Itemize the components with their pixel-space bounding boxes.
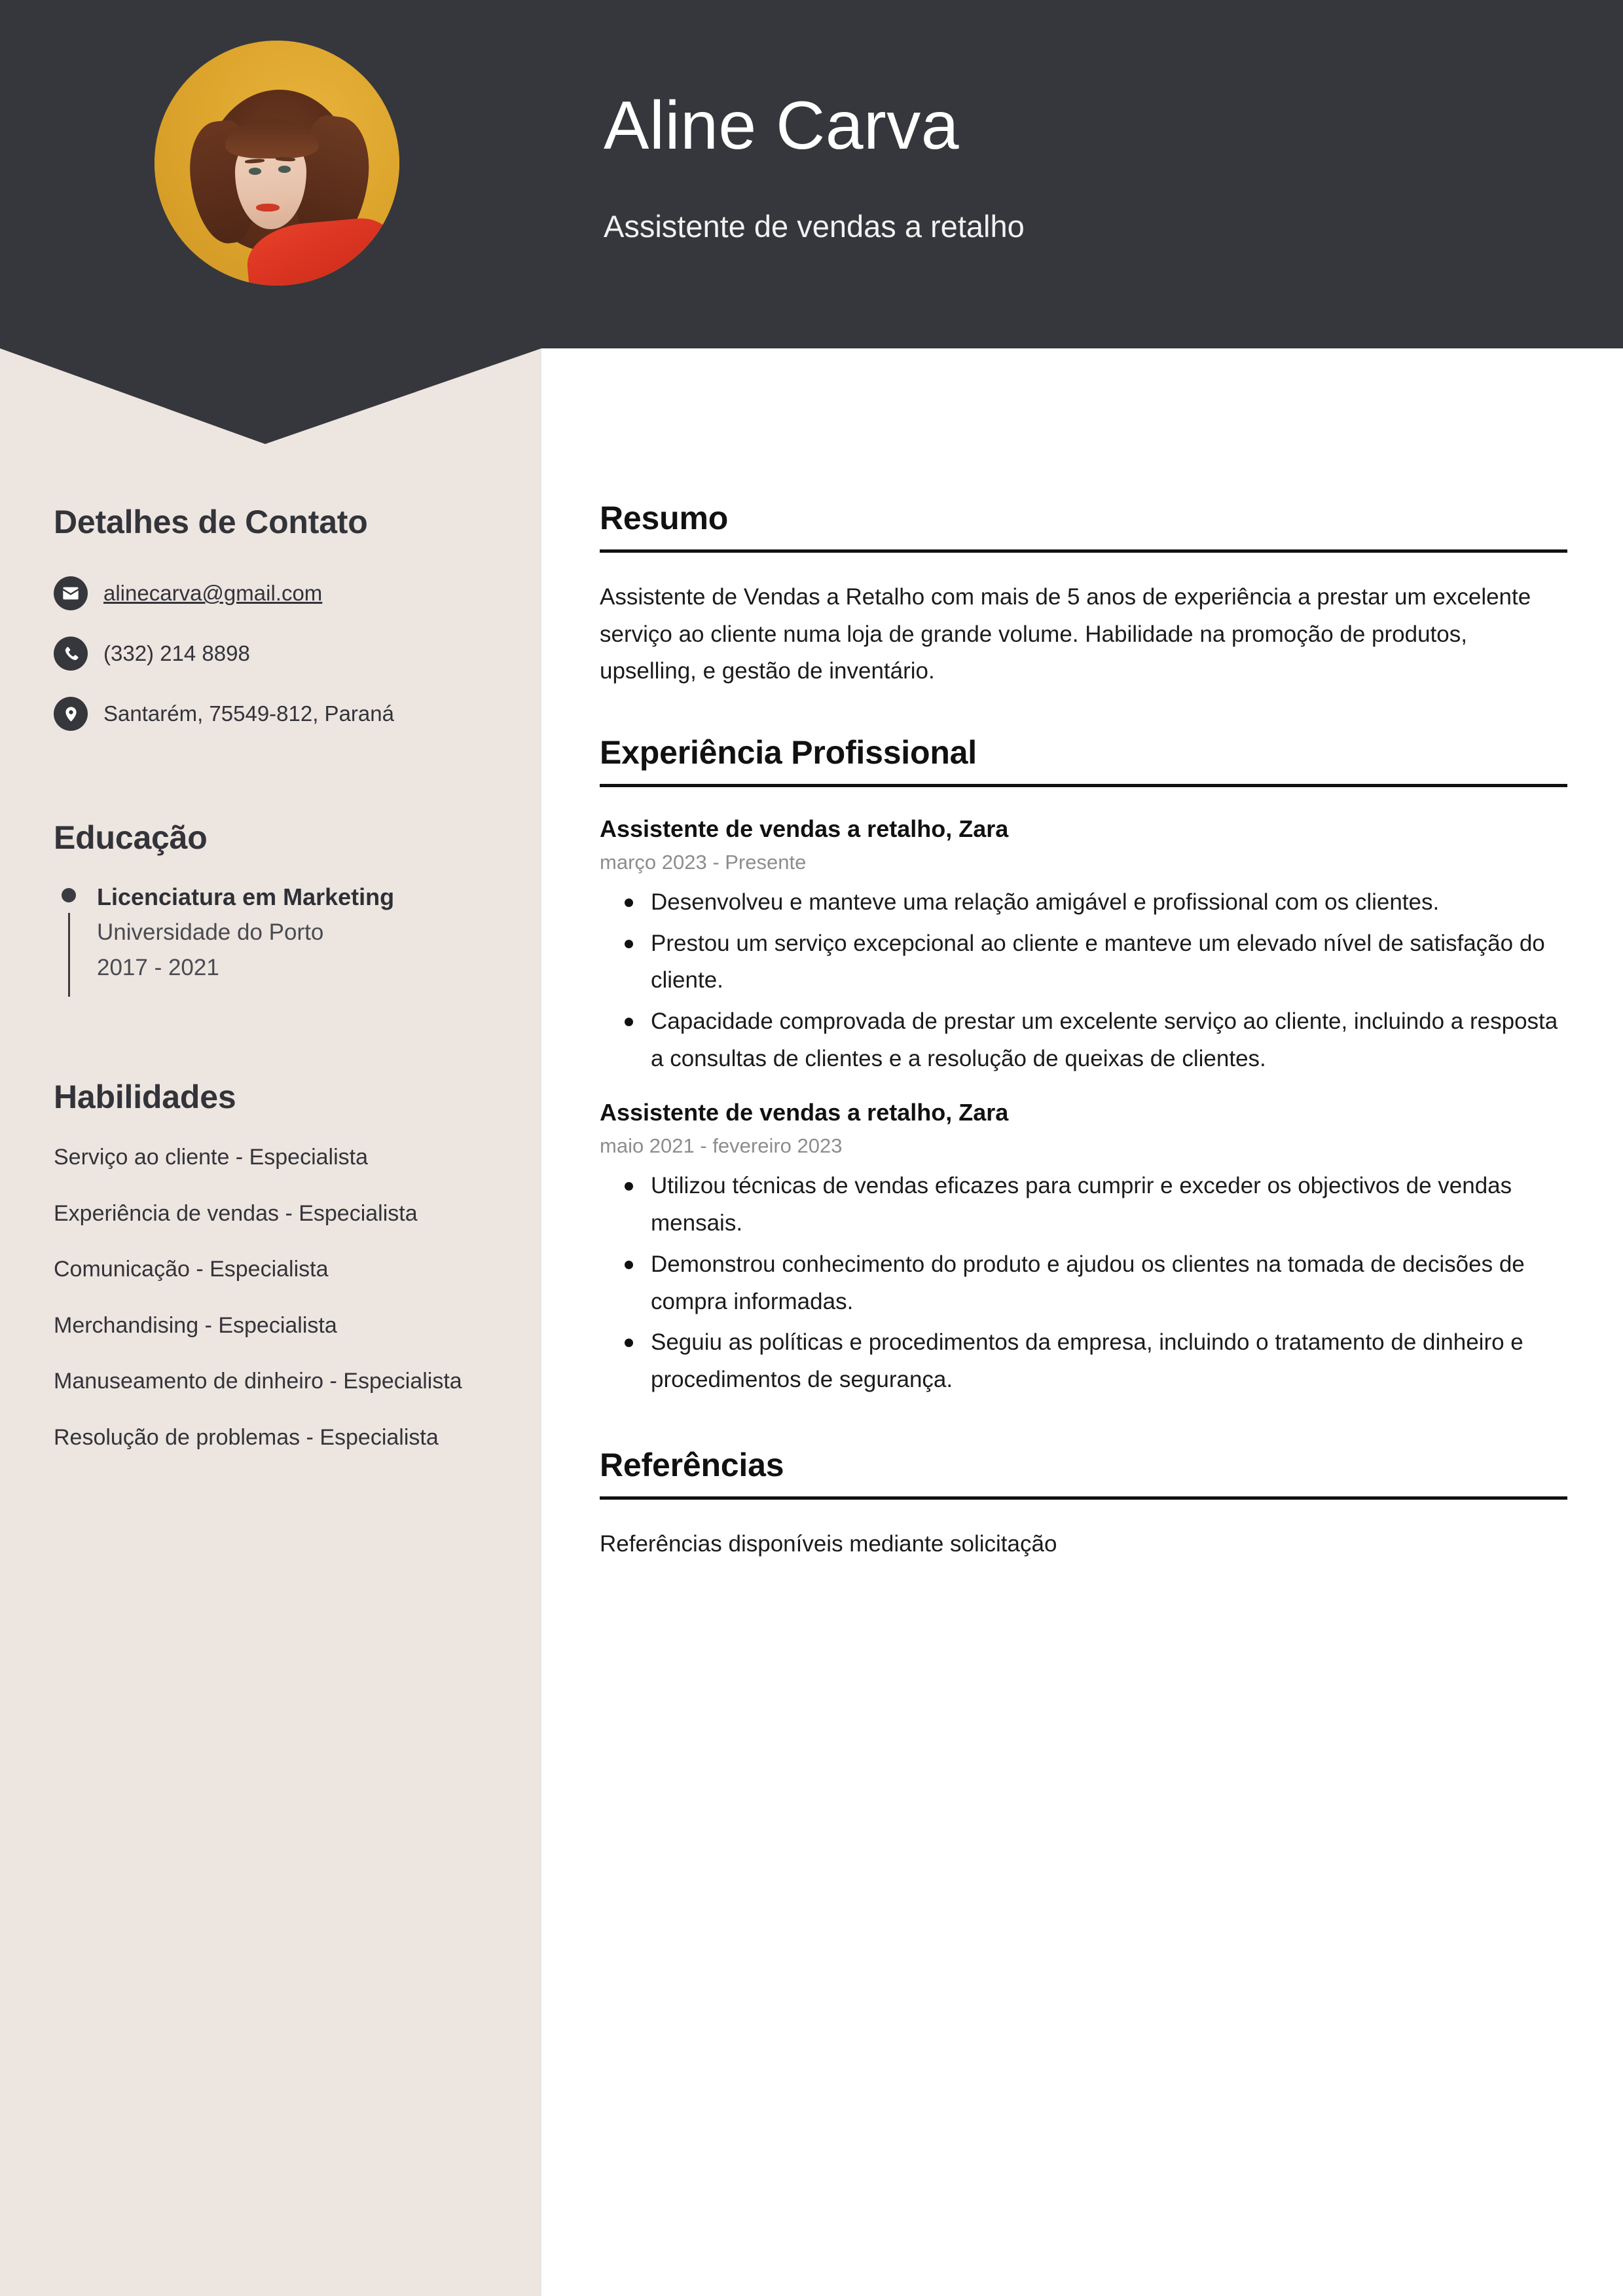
references-section bbox=[600, 1447, 1567, 1563]
experience-job-date: março 2023 - Presente bbox=[600, 850, 807, 874]
experience-section bbox=[600, 735, 1567, 1399]
skills-section-heading: Habilidades bbox=[54, 1079, 236, 1115]
section-divider bbox=[600, 1496, 1567, 1500]
contact-item-phone[interactable] bbox=[54, 637, 512, 671]
section-divider bbox=[600, 784, 1567, 787]
experience-bullet: Utilizou técnicas de vendas eficazes para cumprir e exceder os objectivos de vendas mensais. bbox=[651, 1168, 1567, 1242]
experience-job-date: maio 2021 - fevereiro 2023 bbox=[600, 1134, 843, 1158]
skills-list bbox=[54, 1142, 512, 1479]
job-title-subtitle: Assistente de vendas a retalho bbox=[604, 209, 1025, 244]
experience-bullet-list bbox=[600, 884, 1567, 1077]
summary-heading: Resumo bbox=[600, 500, 729, 536]
skill-item: Experiência de vendas - Especialista bbox=[54, 1200, 418, 1226]
envelope-icon bbox=[54, 576, 88, 610]
experience-bullet: Seguiu as políticas e procedimentos da empresa, incluindo o tratamento de dinheiro e procedimentos de segurança. bbox=[651, 1324, 1567, 1398]
map-pin-icon bbox=[54, 697, 88, 731]
section-divider bbox=[600, 549, 1567, 553]
full-name: Aline Carva bbox=[604, 88, 960, 164]
summary-text: Assistente de Vendas a Retalho com mais de 5 anos de experiência a prestar um excelente serviço ao cliente numa loja de grande volume. Habilidade na promoção de produtos, upselling, e gestão de inventário. bbox=[600, 584, 1531, 684]
experience-bullet: Demonstrou conhecimento do produto e ajudou os clientes na tomada de decisões de compra informadas. bbox=[651, 1246, 1567, 1320]
contact-address-text: Santarém, 75549-812, Paraná bbox=[103, 701, 394, 726]
contact-list bbox=[54, 576, 512, 757]
education-list bbox=[54, 881, 512, 985]
experience-bullet-list bbox=[600, 1168, 1567, 1398]
experience-bullet: Capacidade comprovada de prestar um excelente serviço ao cliente, incluindo a resposta a consultas de clientes e a resolução de queixas de clientes. bbox=[651, 1003, 1567, 1077]
references-text: Referências disponíveis mediante solicitação bbox=[600, 1530, 1057, 1557]
experience-bullet: Prestou um serviço excepcional ao cliente e manteve um elevado nível de satisfação do cliente. bbox=[651, 925, 1567, 999]
experience-item bbox=[600, 1097, 1567, 1398]
education-school: Universidade do Porto bbox=[97, 919, 324, 945]
skill-item: Resolução de problemas - Especialista bbox=[54, 1424, 439, 1450]
education-years: 2017 - 2021 bbox=[97, 955, 219, 981]
skill-item: Merchandising - Especialista bbox=[54, 1312, 337, 1338]
contact-phone-text: (332) 214 8898 bbox=[103, 641, 250, 666]
timeline-line bbox=[68, 913, 70, 997]
education-degree: Licenciatura em Marketing bbox=[97, 883, 395, 910]
main-column bbox=[600, 500, 1567, 1563]
education-item bbox=[54, 881, 512, 985]
experience-job-title: Assistente de vendas a retalho, Zara bbox=[600, 1099, 1009, 1126]
profile-photo-icon bbox=[155, 41, 399, 286]
experience-job-title: Assistente de vendas a retalho, Zara bbox=[600, 815, 1009, 843]
experience-item bbox=[600, 813, 1567, 1077]
references-heading: Referências bbox=[600, 1446, 784, 1483]
skill-item: Comunicação - Especialista bbox=[54, 1257, 329, 1282]
contact-item-email[interactable] bbox=[54, 576, 512, 610]
contact-section-heading: Detalhes de Contato bbox=[54, 504, 368, 540]
summary-section bbox=[600, 500, 1567, 690]
avatar bbox=[155, 41, 399, 286]
experience-heading: Experiência Profissional bbox=[600, 734, 977, 771]
experience-bullet: Desenvolveu e manteve uma relação amigável e profissional com os clientes. bbox=[651, 884, 1567, 921]
contact-email-text[interactable]: alinecarva@gmail.com bbox=[103, 581, 323, 606]
phone-icon bbox=[54, 637, 88, 671]
contact-item-address bbox=[54, 697, 512, 731]
timeline-dot-icon bbox=[62, 888, 76, 902]
skill-item: Manuseamento de dinheiro - Especialista bbox=[54, 1369, 462, 1394]
skill-item: Serviço ao cliente - Especialista bbox=[54, 1145, 369, 1170]
education-section-heading: Educação bbox=[54, 819, 208, 856]
